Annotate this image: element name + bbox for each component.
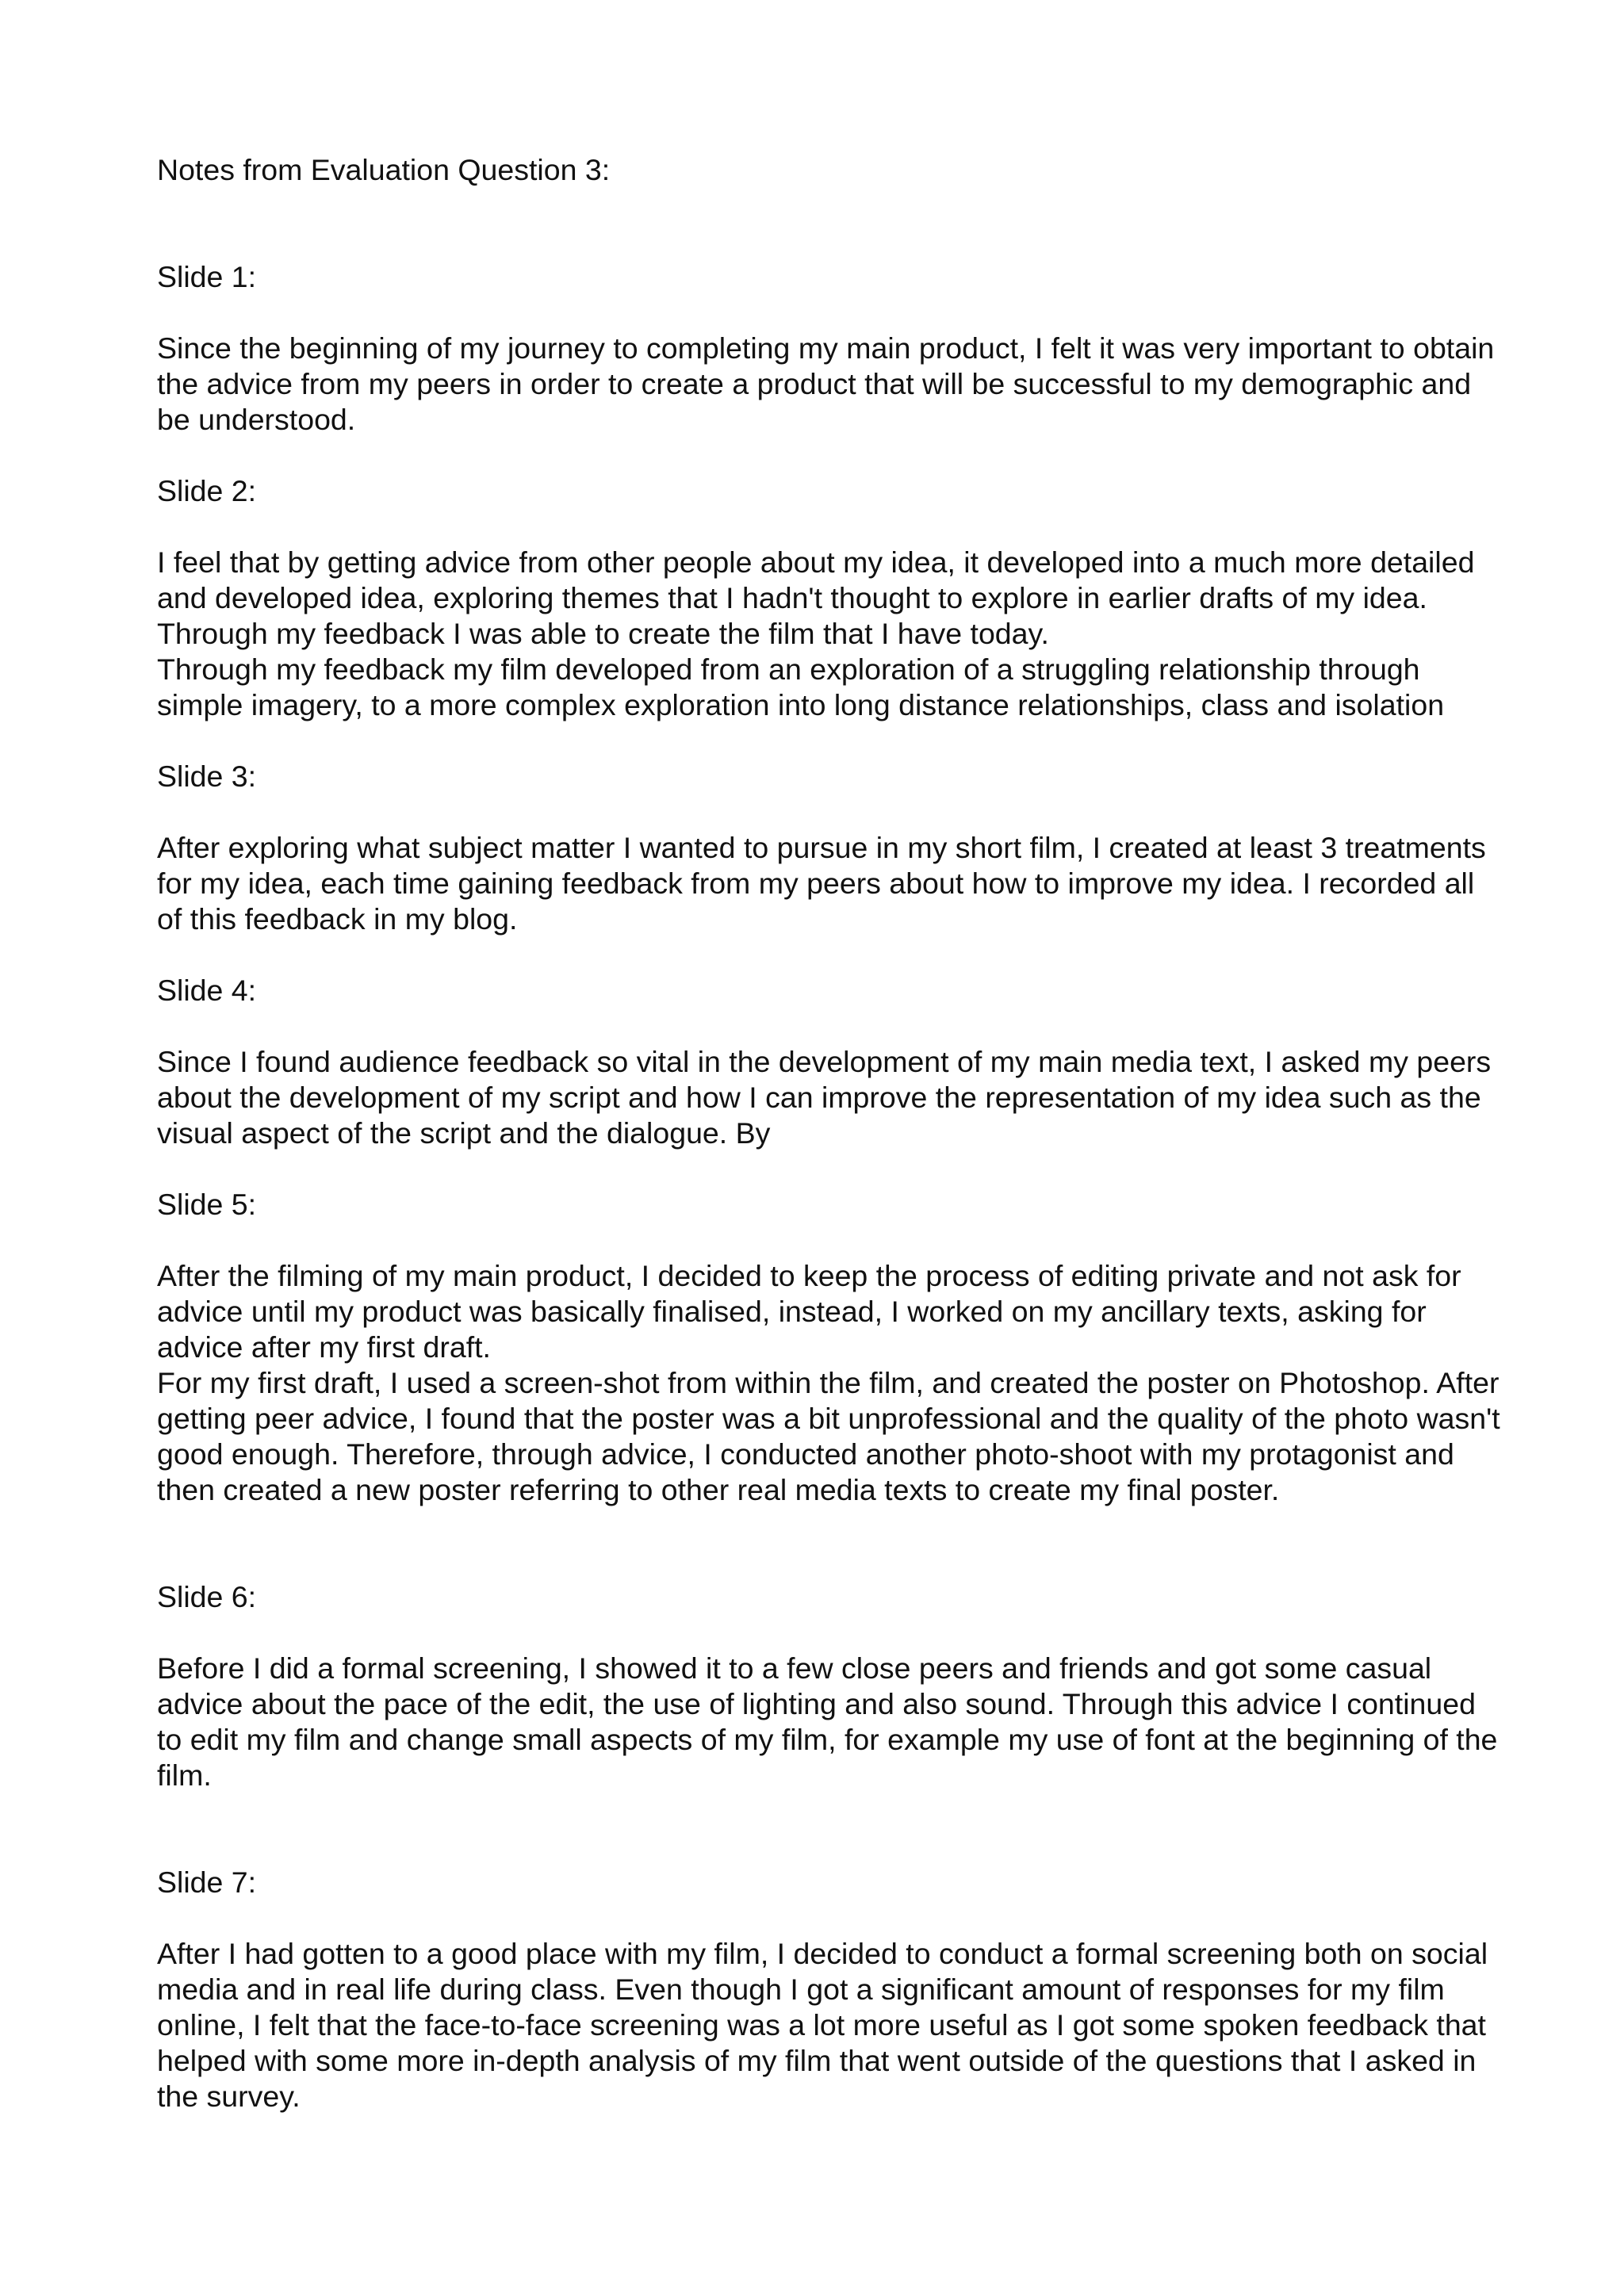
slide-5-heading: Slide 5: [157, 1188, 257, 1221]
slide-1-heading: Slide 1: [157, 260, 257, 293]
slide-7-paragraph-1: After I had gotten to a good place with my film, I decided to conduct a formal screening both on social media and in real life during class. Even though I got a significant amount of responses for my film online, I felt that the face-to-face screening was a lot more useful as I got some spoken feedback that helped with some more in-depth analysis of my film that went outside of the questions that I asked in the survey. [157, 1937, 1488, 2113]
slide-2-paragraph-1: I feel that by getting advice from other people about my idea, it developed into a much more detailed and developed idea, exploring themes that I hadn't thought to explore in earlier drafts of my idea. Through my feedback I was able to create the film that I have today. [157, 545, 1475, 650]
slide-6-heading: Slide 6: [157, 1580, 257, 1613]
slide-3-paragraph-1: After exploring what subject matter I wanted to pursue in my short film, I created at least 3 treatments for my idea, each time gaining feedback from my peers about how to improve my idea. I recorded all of this feedback in my blog. [157, 831, 1486, 936]
slide-6-paragraph-1: Before I did a formal screening, I showed it to a few close peers and friends and got some casual advice about the pace of the edit, the use of lighting and also sound. Through this advice I continued to edit my film and change small aspects of my film, for example my use of font at the beginning of the film. [157, 1651, 1498, 1792]
document-page [157, 152, 1505, 2114]
slide-2-heading: Slide 2: [157, 474, 257, 507]
slide-1-paragraph-1: Since the beginning of my journey to completing my main product, I felt it was very important to obtain the advice from my peers in order to create a product that will be successful to my demographic and be understood. [157, 331, 1495, 436]
slide-5-paragraph-2: For my first draft, I used a screen-shot from within the film, and created the poster on Photoshop. After getting peer advice, I found that the poster was a bit unprofessional and the quality of the photo wasn't good enough. Therefore, through advice, I conducted another photo-shoot with my protagonist and then created a new poster referring to other real media texts to create my final poster. [157, 1366, 1500, 1506]
slide-4-heading: Slide 4: [157, 974, 257, 1007]
slide-5-paragraph-1: After the filming of my main product, I decided to keep the process of editing private and not ask for advice until my product was basically finalised, instead, I worked on my ancillary texts, asking for advice after my first draft. [157, 1259, 1461, 1364]
slide-7-heading: Slide 7: [157, 1866, 257, 1899]
slide-2-paragraph-2: Through my feedback my film developed from an exploration of a struggling relationship through simple imagery, to a more complex exploration into long distance relationships, class and isolation [157, 652, 1445, 721]
slide-3-heading: Slide 3: [157, 760, 257, 793]
slide-4-paragraph-1: Since I found audience feedback so vital in the development of my main media text, I asked my peers about the development of my script and how I can improve the representation of my idea such as the visual aspect of the script and the dialogue. By [157, 1045, 1492, 1150]
document-title: Notes from Evaluation Question 3: [157, 153, 611, 186]
